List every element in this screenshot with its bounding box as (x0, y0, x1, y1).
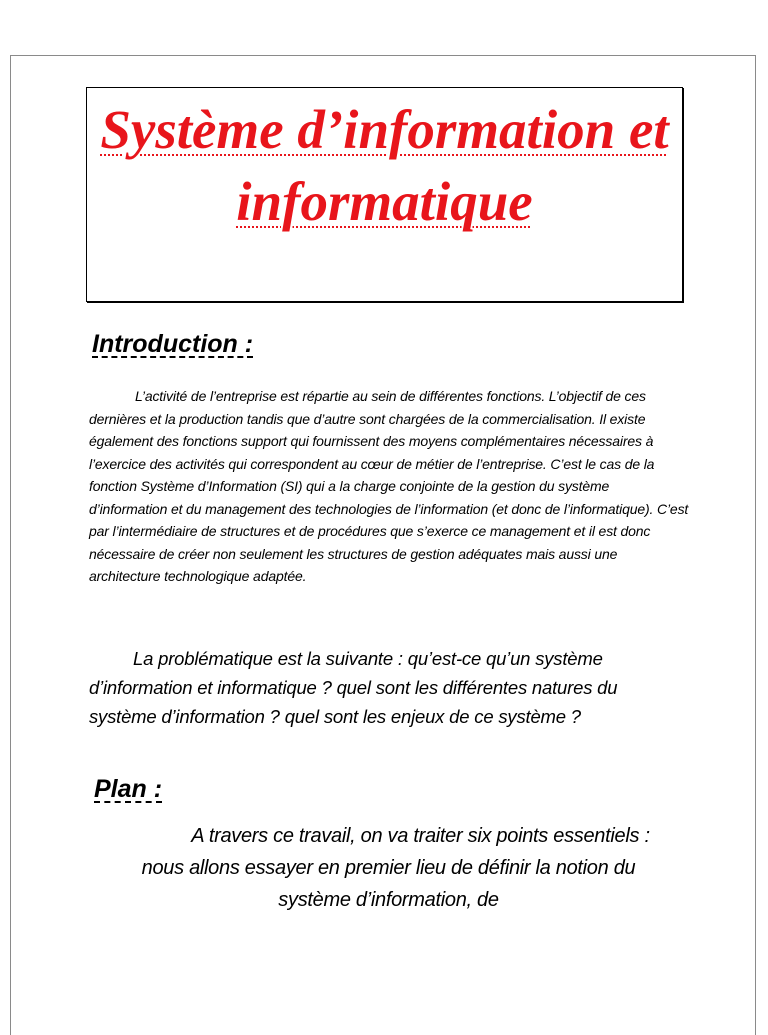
plan-paragraph: A travers ce travail, on va traiter six points essentiels : nous allons essayer en premier lieu de définir la notion du système d’information, de (141, 825, 650, 911)
introduction-paragraph: L’activité de l’entreprise est répartie au sein de différentes fonctions. L’objectif de ces dernières et la production tandis que d’autre sont chargées de la commercialisation. Il existe également des fonctions support qui fournissent des moyens complémentaires nécessaires à l’exercice des activités qui correspondent au cœur de métier de l’entreprise. C’est le cas de la fonction Système d’Information (SI) qui a la charge conjointe de la gestion du système d’information et du management des technologies de l’information (et donc de l’informatique). C’est par l’intermédiaire de structures et de procédures que s’exerce ce management et il est donc nécessaire de créer non seulement les structures de gestion adéquates mais aussi une architecture technologique adaptée. (89, 388, 689, 584)
document-page (10, 55, 756, 1035)
introduction-heading: Introduction : (92, 330, 254, 358)
problem-statement-paragraph: La problématique est la suivante : qu’est-ce qu’un système d’information et informatique ? quel sont les différentes natures du système d’information ? quel sont les enjeux de ce système ? (89, 648, 618, 727)
title-box (86, 87, 683, 302)
plan-heading: Plan : (94, 775, 163, 803)
document-title: Système d’information et informatique (100, 99, 669, 232)
